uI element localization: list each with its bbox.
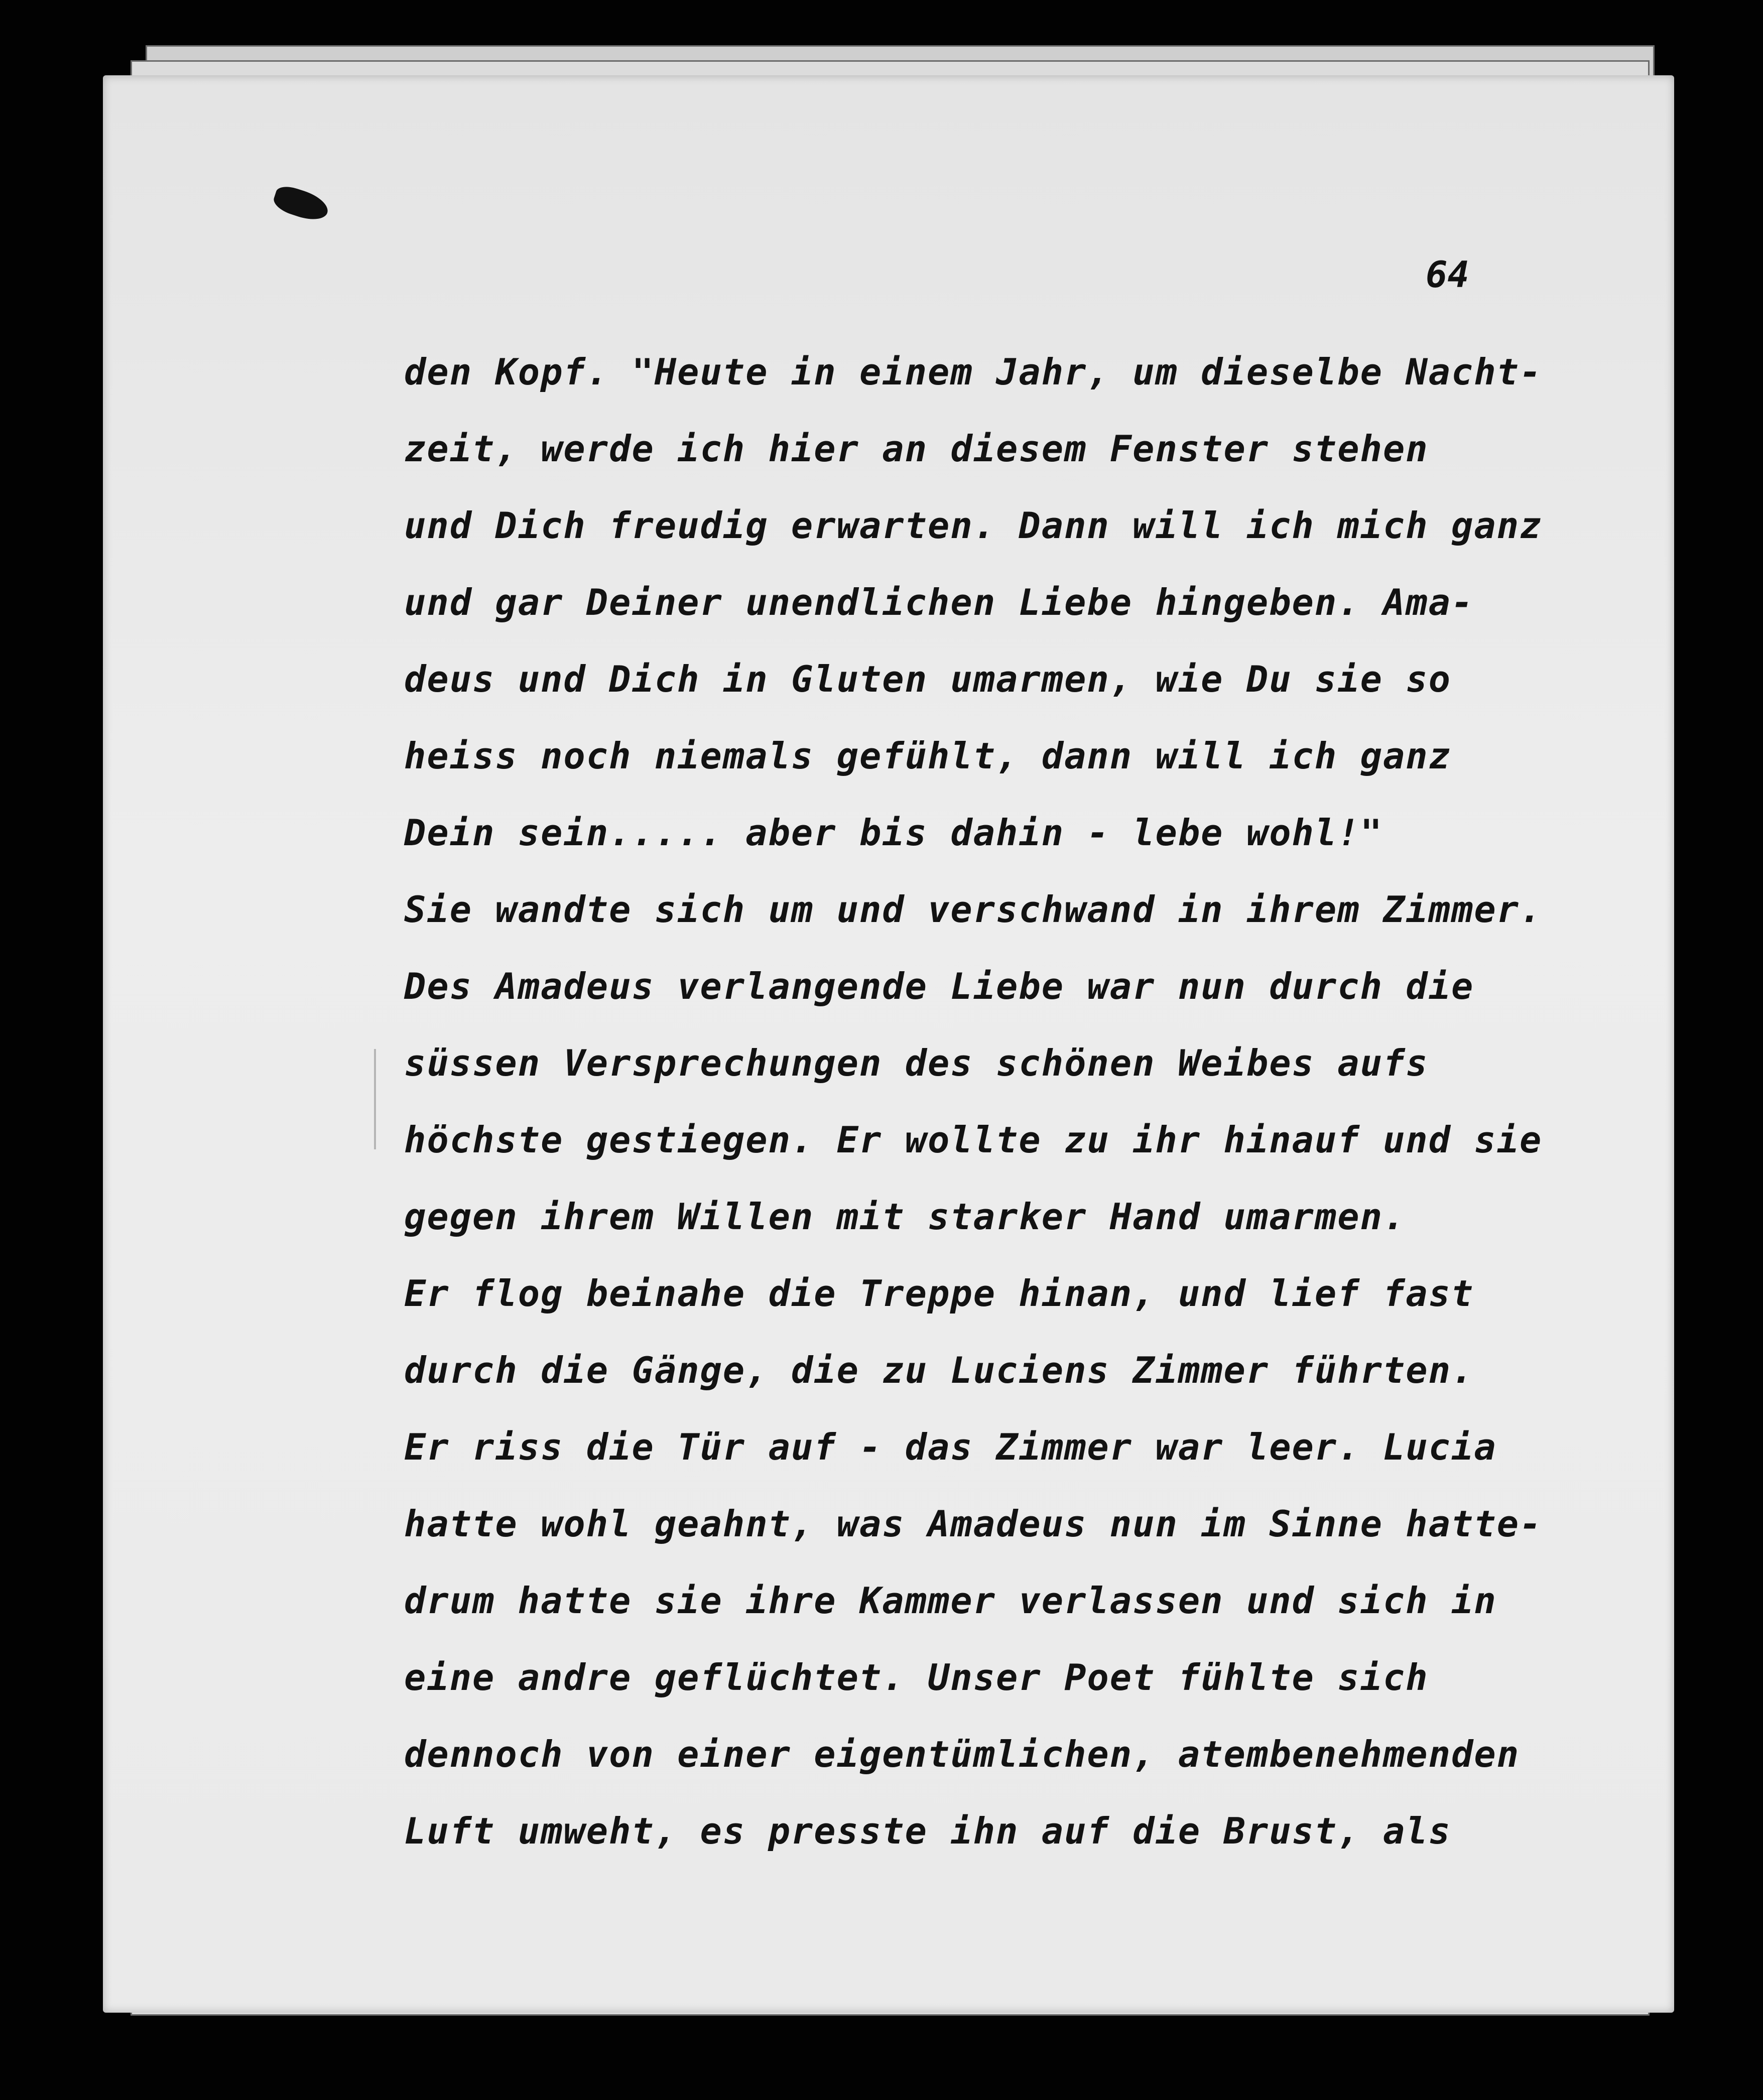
text-line: eine andre geflüchtet. Unser Poet fühlte sich: [404, 1656, 1429, 1698]
text-line: Dein sein..... aber bis dahin - lebe wohl!": [404, 812, 1383, 854]
text-line: süssen Versprechungen des schönen Weibes aufs: [404, 1042, 1429, 1084]
text-line: den Kopf. "Heute in einem Jahr, um dieselbe Nacht-: [404, 351, 1543, 393]
text-line: drum hatte sie ihre Kammer verlassen und sich in: [404, 1580, 1497, 1622]
text-line: gegen ihrem Willen mit starker Hand umarmen.: [404, 1196, 1406, 1238]
text-line: Er riss die Tür auf - das Zimmer war leer. Lucia: [404, 1426, 1497, 1468]
text-line: heiss noch niemals gefühlt, dann will ich ganz: [404, 735, 1451, 777]
text-line: Sie wandte sich um und verschwand in ihrem Zimmer.: [404, 888, 1543, 931]
text-line: Er flog beinahe die Treppe hinan, und lief fast: [404, 1272, 1474, 1315]
text-line: hatte wohl geahnt, was Amadeus nun im Sinne hatte-: [404, 1503, 1543, 1545]
text-line: durch die Gänge, die zu Luciens Zimmer führten.: [404, 1349, 1474, 1391]
text-line: und gar Deiner unendlichen Liebe hingeben. Ama-: [404, 581, 1474, 623]
text-line: und Dich freudig erwarten. Dann will ich mich ganz: [404, 504, 1543, 547]
text-line: deus und Dich in Gluten umarmen, wie Du sie so: [404, 658, 1451, 700]
typed-body-text: [404, 334, 1609, 1870]
text-line: dennoch von einer eigentümlichen, atembenehmenden: [404, 1733, 1520, 1775]
margin-pencil-line: [374, 1049, 376, 1149]
text-line: höchste gestiegen. Er wollte zu ihr hinauf und sie: [404, 1119, 1543, 1161]
text-line: zeit, werde ich hier an diesem Fenster stehen: [404, 428, 1429, 470]
text-line: Luft umweht, es presste ihn auf die Brust, als: [404, 1810, 1451, 1852]
page-number: 64: [1426, 253, 1469, 296]
text-line: Des Amadeus verlangende Liebe war nun durch die: [404, 965, 1474, 1007]
